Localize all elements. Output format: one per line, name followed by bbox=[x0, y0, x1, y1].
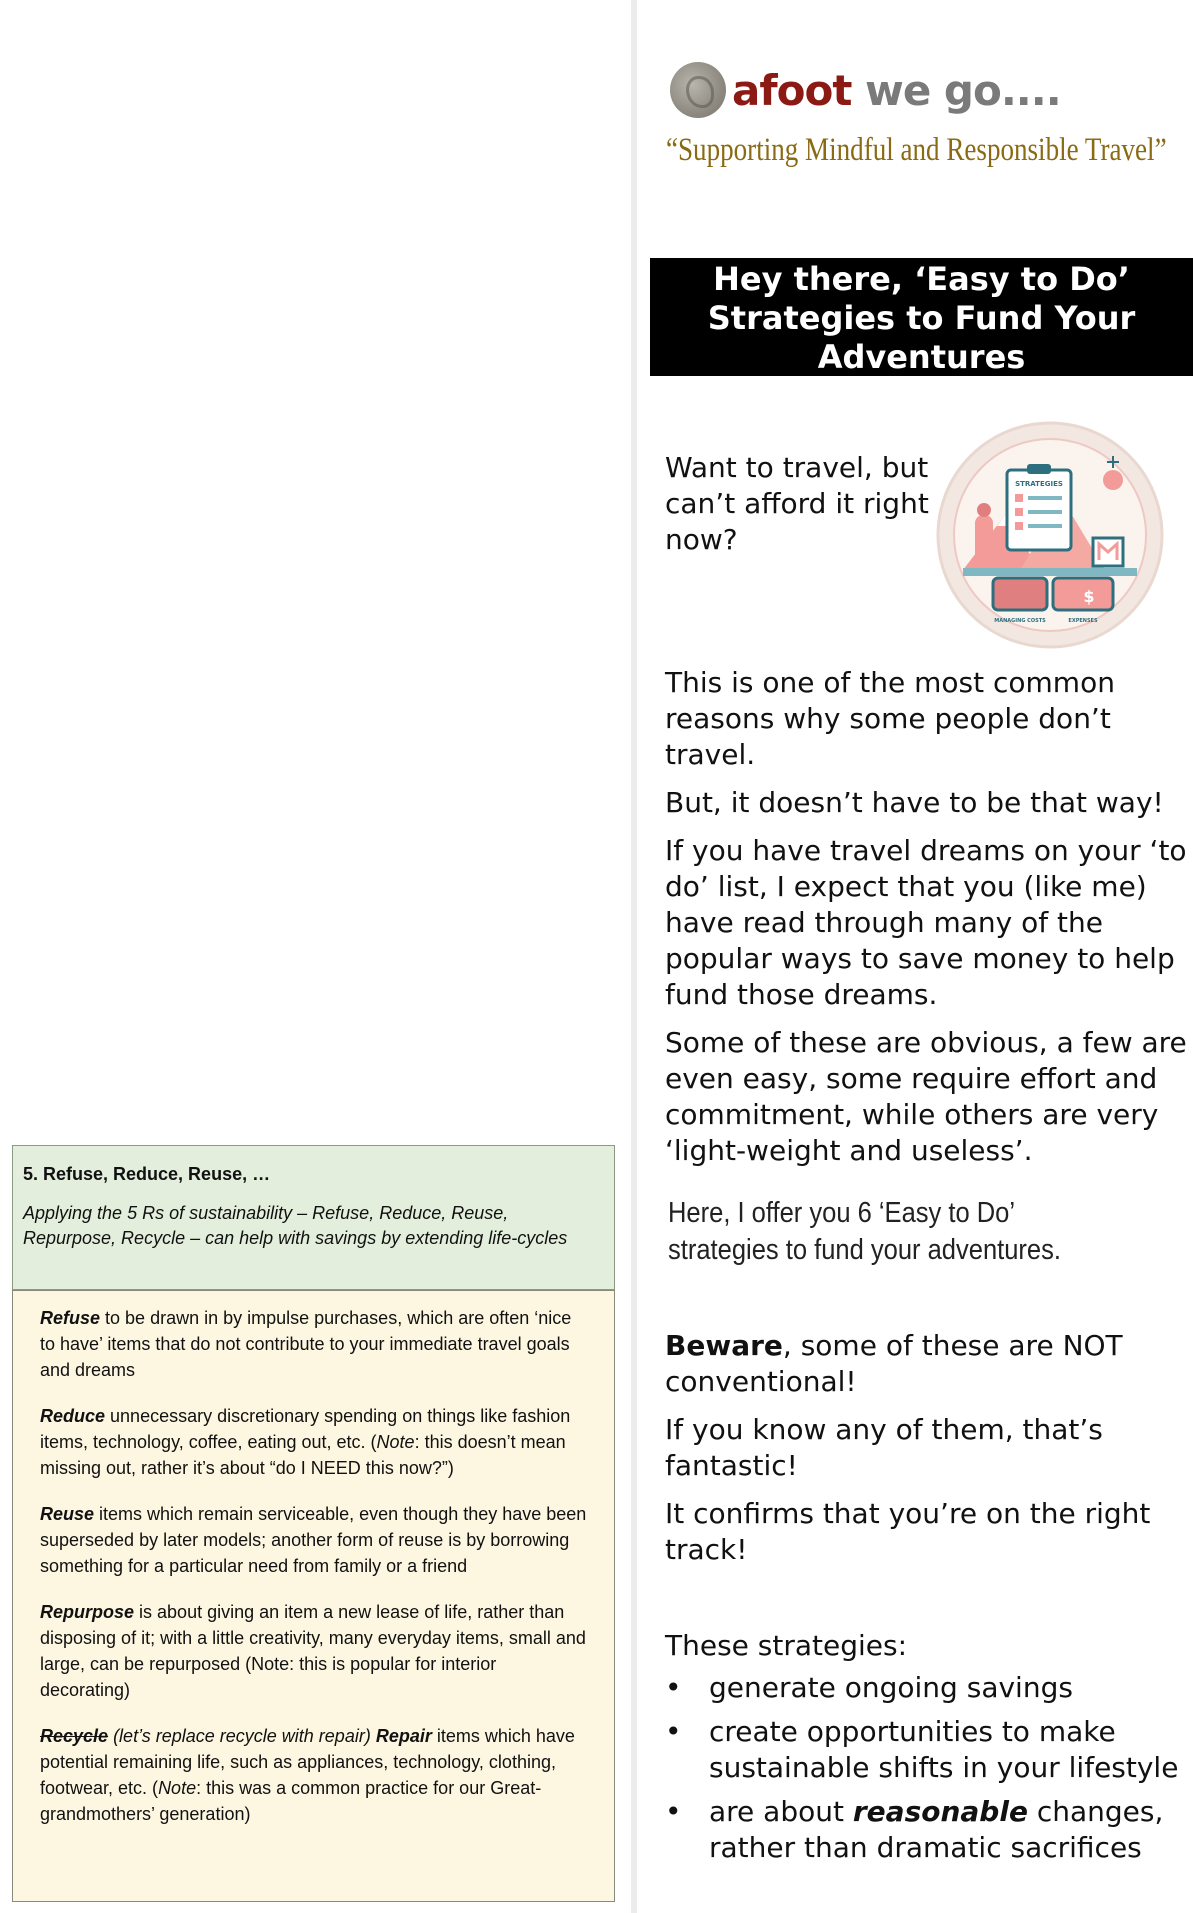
list-item-emphasis: reasonable bbox=[852, 1795, 1028, 1828]
refuse-paragraph bbox=[40, 1305, 588, 1383]
page-title-banner bbox=[650, 258, 1193, 376]
list-item: • generate ongoing savings bbox=[665, 1670, 1193, 1706]
site-tagline: “Supporting Mindful and Responsible Travel” bbox=[666, 132, 1167, 168]
logo-text bbox=[732, 66, 1061, 115]
strategies-section bbox=[665, 1628, 1193, 1874]
banner-line-3: Adventures bbox=[817, 338, 1026, 376]
sustainability-title: 5. Refuse, Reduce, Reuse, … bbox=[23, 1164, 271, 1184]
badge-label-right: EXPENSES bbox=[1068, 618, 1098, 624]
reduce-text-1: unnecessary discretionary spending on things like fashion items, technology, coffee, eating out, etc. ( bbox=[40, 1406, 571, 1452]
repair-term: Repair bbox=[375, 1726, 432, 1746]
banner-line-1: Hey there, ‘Easy to Do’ bbox=[713, 260, 1130, 298]
badge-label-top: STRATEGIES bbox=[1015, 480, 1063, 488]
repurpose-text: is about giving an item a new lease of life, rather than disposing of it; with a little creativity, many everyday items, small and large, can be repurposed (Note: this is popular for interior decorating) bbox=[40, 1602, 586, 1700]
repair-aside: (let’s replace recycle with repair) bbox=[108, 1726, 376, 1746]
reduce-paragraph bbox=[40, 1403, 588, 1481]
reduce-note: Note bbox=[376, 1432, 415, 1452]
beware-paragraph bbox=[665, 1328, 1193, 1400]
reuse-text: items which remain serviceable, even though they have been superseded by later models; another form of reuse is by borrowing something for a particular need from family or a friend bbox=[40, 1504, 587, 1576]
svg-text:$: $ bbox=[1083, 587, 1095, 606]
beware-section bbox=[665, 1328, 1193, 1580]
banner-line-2: Strategies to Fund Your bbox=[707, 299, 1136, 337]
five-rs-detail-box bbox=[12, 1290, 615, 1902]
strategies-list bbox=[665, 1670, 1193, 1866]
reuse-term: Reuse bbox=[40, 1504, 95, 1524]
body-paragraph-4: Some of these are obvious, a few are even easy, some require effort and commitment, while others are very ‘light-weight and useless’. bbox=[665, 1026, 1187, 1167]
logo-afoot: afoot bbox=[732, 65, 852, 115]
list-item bbox=[665, 1794, 1193, 1866]
refuse-text: to be drawn in by impulse purchases, which are often ‘nice to have’ items that do not contribute to your immediate travel goals and dreams bbox=[40, 1308, 572, 1380]
site-logo[interactable] bbox=[670, 60, 1061, 120]
body-paragraph-2: But, it doesn’t have to be that way! bbox=[665, 786, 1164, 819]
beware-bold: Beware bbox=[665, 1329, 783, 1362]
beware-paragraph-3: It confirms that you’re on the right track! bbox=[665, 1497, 1151, 1566]
beware-paragraph-2: If you know any of them, that’s fantastic! bbox=[665, 1413, 1103, 1482]
logo-stone-icon bbox=[670, 62, 726, 118]
intro-question: Want to travel, but can’t afford it right now? bbox=[665, 451, 929, 556]
offer-statement: Here, I offer you 6 ‘Easy to Do’ strategies to fund your adventures. bbox=[668, 1197, 1061, 1266]
body-paragraph-1: This is one of the most common reasons why some people don’t travel. bbox=[665, 666, 1115, 771]
list-item-post: changes, rather than dramatic sacrifices bbox=[709, 1795, 1164, 1864]
sustainability-subtitle: Applying the 5 Rs of sustainability – Refuse, Reduce, Reuse, Repurpose, Recycle – can help with savings by extending life-cycles bbox=[23, 1203, 568, 1248]
repair-text-2: : this was a common practice for our Great-grandmothers’ generation) bbox=[40, 1778, 542, 1824]
recycle-struck-term: Recycle bbox=[40, 1726, 109, 1746]
reduce-text-2: : this doesn’t mean missing out, rather it’s about “do I NEED this now?”) bbox=[40, 1432, 566, 1478]
list-item-pre: are about bbox=[709, 1795, 853, 1828]
sustainability-header-box bbox=[12, 1145, 615, 1290]
repurpose-paragraph bbox=[40, 1599, 588, 1703]
body-paragraphs bbox=[665, 665, 1193, 1181]
repair-note: Note bbox=[158, 1778, 197, 1798]
beware-rest: , some of these are NOT conventional! bbox=[665, 1329, 1123, 1398]
strategies-badge-illustration bbox=[935, 420, 1165, 650]
repurpose-term: Repurpose bbox=[40, 1602, 135, 1622]
reuse-paragraph bbox=[40, 1501, 588, 1579]
list-item: • create opportunities to make sustainable shifts in your lifestyle bbox=[665, 1714, 1193, 1786]
refuse-term: Refuse bbox=[40, 1308, 101, 1328]
body-paragraph-3: If you have travel dreams on your ‘to do’ list, I expect that you (like me) have read through many of the popular ways to save money to help fund those dreams. bbox=[665, 834, 1187, 1011]
badge-label-left: MANAGING COSTS bbox=[994, 618, 1046, 624]
repair-text-1: items which have potential remaining life, such as appliances, technology, clothing, footwear, etc. ( bbox=[40, 1726, 575, 1798]
reduce-term: Reduce bbox=[40, 1406, 106, 1426]
logo-we-go: we go.... bbox=[851, 65, 1061, 115]
repair-paragraph bbox=[40, 1723, 588, 1827]
strategies-intro: These strategies: bbox=[665, 1629, 908, 1662]
